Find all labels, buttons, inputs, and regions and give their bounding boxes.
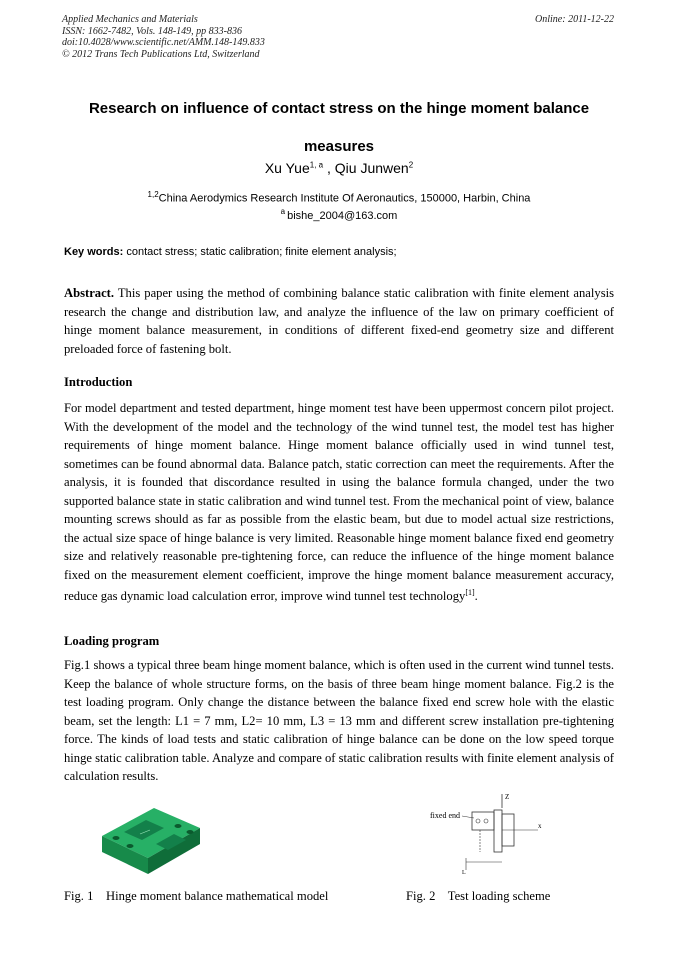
fixed-screw-2	[484, 819, 488, 823]
fig2-caption: Fig. 2 Test loading scheme	[406, 889, 551, 903]
paper-title	[40, 90, 638, 166]
affiliation	[0, 190, 678, 205]
author-1: Xu Yue	[264, 160, 310, 176]
loading-text: Fig.1 shows a typical three beam hinge moment balance, which is often used in the current wind tunnel tests. Keep the balance of whole structure forms, on the basis of three beam hinge moment balance. Fig.2 is the test loading program. Only change the distance between the balance fixed end screw hole with the elastic beam, set the length: L1 = 7 mm, L2= 10 mm, L3 = 13 mm and different screw installation pre-tightening force. The kinds of load tests and static calibration of hinge balance can be done on the low speed torque hinge static calibration table. Analyze and compare of static calibration results with finite element analysis of calculation results.	[64, 658, 614, 783]
screw-hole-2	[127, 844, 134, 848]
author-1-sup: 1, a	[309, 160, 324, 170]
keywords-text: contact stress; static calibration; finite element analysis;	[123, 246, 397, 258]
keywords-label: Key words:	[64, 246, 124, 258]
test-loading-scheme-figure	[426, 790, 556, 876]
screw-hole-1	[113, 836, 120, 840]
journal-doi: doi:10.4028/www.scientific.net/AMM.148-149.833	[62, 37, 265, 48]
online-date: Online: 2011-12-22	[535, 14, 614, 25]
length-label: L	[462, 870, 466, 876]
hinge-balance-model-figure	[94, 796, 206, 878]
fixed-end-label: fixed end	[430, 811, 460, 820]
reference-citation: [1]	[465, 588, 475, 597]
fixed-end-block	[472, 812, 494, 830]
author-2: Qiu Junwen	[334, 160, 409, 176]
author-separator: ,	[323, 160, 335, 176]
fixed-screw-1	[476, 819, 480, 823]
screw-hole-4	[187, 830, 194, 834]
affiliation-text: China Aerodymics Research Institute Of Aeronautics, 150000, Harbin, China	[158, 192, 531, 205]
elastic-beam	[494, 810, 502, 852]
journal-copyright: © 2012 Trans Tech Publications Ltd, Switzerland	[62, 48, 260, 60]
affiliation-sup: 1,2	[147, 190, 159, 199]
z-axis-label: Z	[505, 793, 510, 801]
introduction-text	[64, 399, 614, 606]
journal-name: Applied Mechanics and Materials	[62, 14, 198, 25]
abstract-label: Abstract.	[64, 286, 115, 300]
author-2-sup: 2	[408, 160, 414, 170]
introduction-heading: Introduction	[64, 375, 133, 389]
author-email	[0, 207, 678, 222]
abstract	[64, 284, 614, 358]
introduction-end: .	[474, 589, 478, 604]
screw-hole-3	[175, 824, 182, 828]
x-axis-label: x	[538, 822, 542, 830]
fig1-caption: Fig. 1 Hinge moment balance mathematical model	[64, 889, 329, 903]
email-text: bishe_2004@163.com	[287, 209, 398, 222]
loading-heading: Loading program	[64, 634, 160, 648]
abstract-text: This paper using the method of combining balance static calibration with finite element analysis research the change and distribution law, and analyze the influence of the law on primary coefficient of hinge moment balance measurement, in conditions of different fixed-end geometry size and different preloaded force of fastening bolt.	[64, 286, 614, 356]
introduction-body: For model department and tested department, hinge moment test have been uppermost concern pilot project. With the development of the model and the technology of the wind tunnel test, the model test has higher requirements of hinge moment balance. Hinge moment balance officially used in wind tunnel test, sometimes can be found abnormal data. Balance patch, static correction can meet the requirements. After the analysis, it is founded that discordance resulted in using the balance formula changed, under the two supported balance state in static calibration and wind tunnel test. From the mechanical point of view, balance mounting screws should as far as possible from the elastic beam, but due to model actual size restrictions, the actual size space of hinge balance is very limited. Reasonable hinge moment balance fixed end geometry size and relatively reasonable pre-tightening force, can reduce the influence of the hinge moment balance fixed on the measurement element coefficient, improve the hinge moment balance measurement accuracy, reduce gas dynamic load calculation error, improve wind tunnel test technology	[64, 401, 614, 604]
journal-header	[62, 14, 265, 60]
keywords	[64, 246, 397, 258]
author-list	[0, 160, 678, 176]
title-line-2: measures	[303, 138, 375, 155]
title-line-1: Research on influence of contact stress on the hinge moment balance	[88, 100, 590, 117]
email-sup: a	[280, 207, 286, 216]
journal-issn: ISSN: 1662-7482, Vols. 148-149, pp 833-836	[62, 25, 242, 37]
